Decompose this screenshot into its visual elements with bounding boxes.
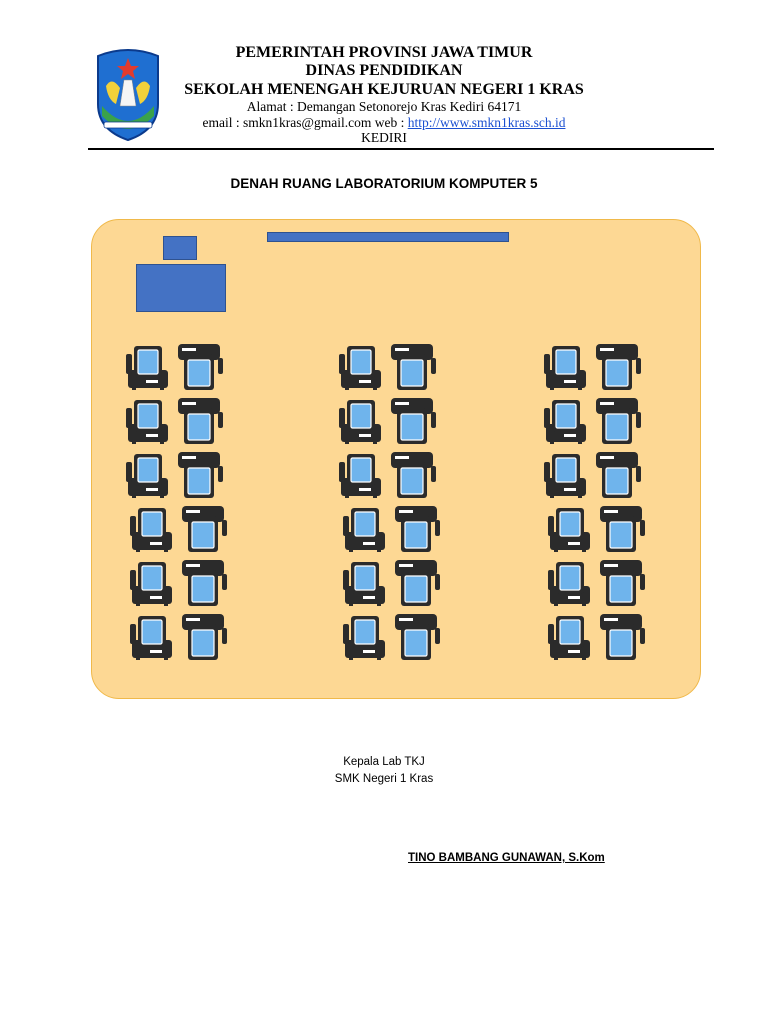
letterhead bbox=[170, 44, 598, 146]
computer-workstation-icon bbox=[596, 344, 641, 390]
computer-workstation-icon bbox=[343, 508, 385, 552]
computer-workstation-icon bbox=[548, 616, 590, 660]
computer-workstation-icon bbox=[395, 506, 440, 552]
teacher-chair bbox=[163, 236, 197, 260]
workstation-pair bbox=[339, 344, 435, 394]
workstation-pair bbox=[544, 452, 640, 502]
letterhead-address: Alamat : Demangan Setonorejo Kras Kediri 64171 bbox=[246, 99, 522, 115]
computer-workstation-icon bbox=[395, 560, 440, 606]
computer-workstation-icon bbox=[391, 398, 436, 444]
workstation-pair bbox=[343, 506, 439, 556]
workstation-pair bbox=[544, 398, 640, 448]
workstation-pair bbox=[548, 614, 644, 664]
workstation-pair bbox=[343, 560, 439, 610]
computer-workstation-icon bbox=[343, 562, 385, 606]
workstation-pair bbox=[339, 398, 435, 448]
provincial-emblem-icon bbox=[92, 46, 164, 142]
workstation-pair bbox=[548, 560, 644, 610]
computer-workstation-icon bbox=[600, 506, 645, 552]
computer-workstation-icon bbox=[600, 614, 645, 660]
workstation-pair bbox=[130, 614, 226, 664]
letterhead-divider bbox=[88, 148, 714, 150]
signature-role: Kepala Lab TKJ bbox=[343, 756, 425, 768]
letterhead-line-school: SEKOLAH MENENGAH KEJURUAN NEGERI 1 KRAS bbox=[184, 80, 584, 98]
page-title: DENAH RUANG LABORATORIUM KOMPUTER 5 bbox=[230, 176, 538, 191]
computer-workstation-icon bbox=[596, 398, 641, 444]
computer-workstation-icon bbox=[130, 616, 172, 660]
workstation-pair bbox=[130, 506, 226, 556]
workstation-pair bbox=[126, 398, 222, 448]
letterhead-city: KEDIRI bbox=[361, 130, 407, 146]
computer-workstation-icon bbox=[339, 454, 381, 498]
computer-workstation-icon bbox=[343, 616, 385, 660]
computer-workstation-icon bbox=[126, 346, 168, 390]
computer-workstation-icon bbox=[339, 400, 381, 444]
computer-workstation-icon bbox=[395, 614, 440, 660]
computer-workstation-icon bbox=[130, 562, 172, 606]
workstation-pair bbox=[126, 452, 222, 502]
computer-workstation-icon bbox=[178, 398, 223, 444]
website-link[interactable]: http://www.smkn1kras.sch.id bbox=[407, 114, 566, 130]
letterhead-line-agency: DINAS PENDIDIKAN bbox=[305, 62, 463, 80]
workstation-pair bbox=[548, 506, 644, 556]
computer-workstation-icon bbox=[182, 614, 227, 660]
computer-workstation-icon bbox=[544, 454, 586, 498]
letterhead-contact bbox=[170, 115, 598, 131]
workstation-pair bbox=[544, 344, 640, 394]
computer-workstation-icon bbox=[339, 346, 381, 390]
computer-workstation-icon bbox=[548, 508, 590, 552]
computer-workstation-icon bbox=[544, 400, 586, 444]
computer-workstation-icon bbox=[182, 506, 227, 552]
workstation-pair bbox=[130, 560, 226, 610]
letterhead-line-province: PEMERINTAH PROVINSI JAWA TIMUR bbox=[235, 44, 533, 61]
computer-workstation-icon bbox=[178, 452, 223, 498]
whiteboard bbox=[267, 232, 509, 242]
computer-workstation-icon bbox=[391, 344, 436, 390]
computer-workstation-icon bbox=[600, 560, 645, 606]
signature-name: TINO BAMBANG GUNAWAN, S.Kom bbox=[408, 852, 605, 864]
computer-workstation-icon bbox=[548, 562, 590, 606]
computer-workstation-icon bbox=[126, 400, 168, 444]
workstation-pair bbox=[126, 344, 222, 394]
computer-workstation-icon bbox=[391, 452, 436, 498]
computer-workstation-icon bbox=[178, 344, 223, 390]
computer-workstation-icon bbox=[596, 452, 641, 498]
teacher-desk bbox=[136, 264, 226, 312]
workstation-pair bbox=[343, 614, 439, 664]
computer-workstation-icon bbox=[126, 454, 168, 498]
letterhead-email: email : smkn1kras@gmail.com web : bbox=[202, 114, 408, 130]
workstation-pair bbox=[339, 452, 435, 502]
signature-institution: SMK Negeri 1 Kras bbox=[334, 773, 434, 785]
computer-workstation-icon bbox=[544, 346, 586, 390]
computer-workstation-icon bbox=[130, 508, 172, 552]
computer-workstation-icon bbox=[182, 560, 227, 606]
